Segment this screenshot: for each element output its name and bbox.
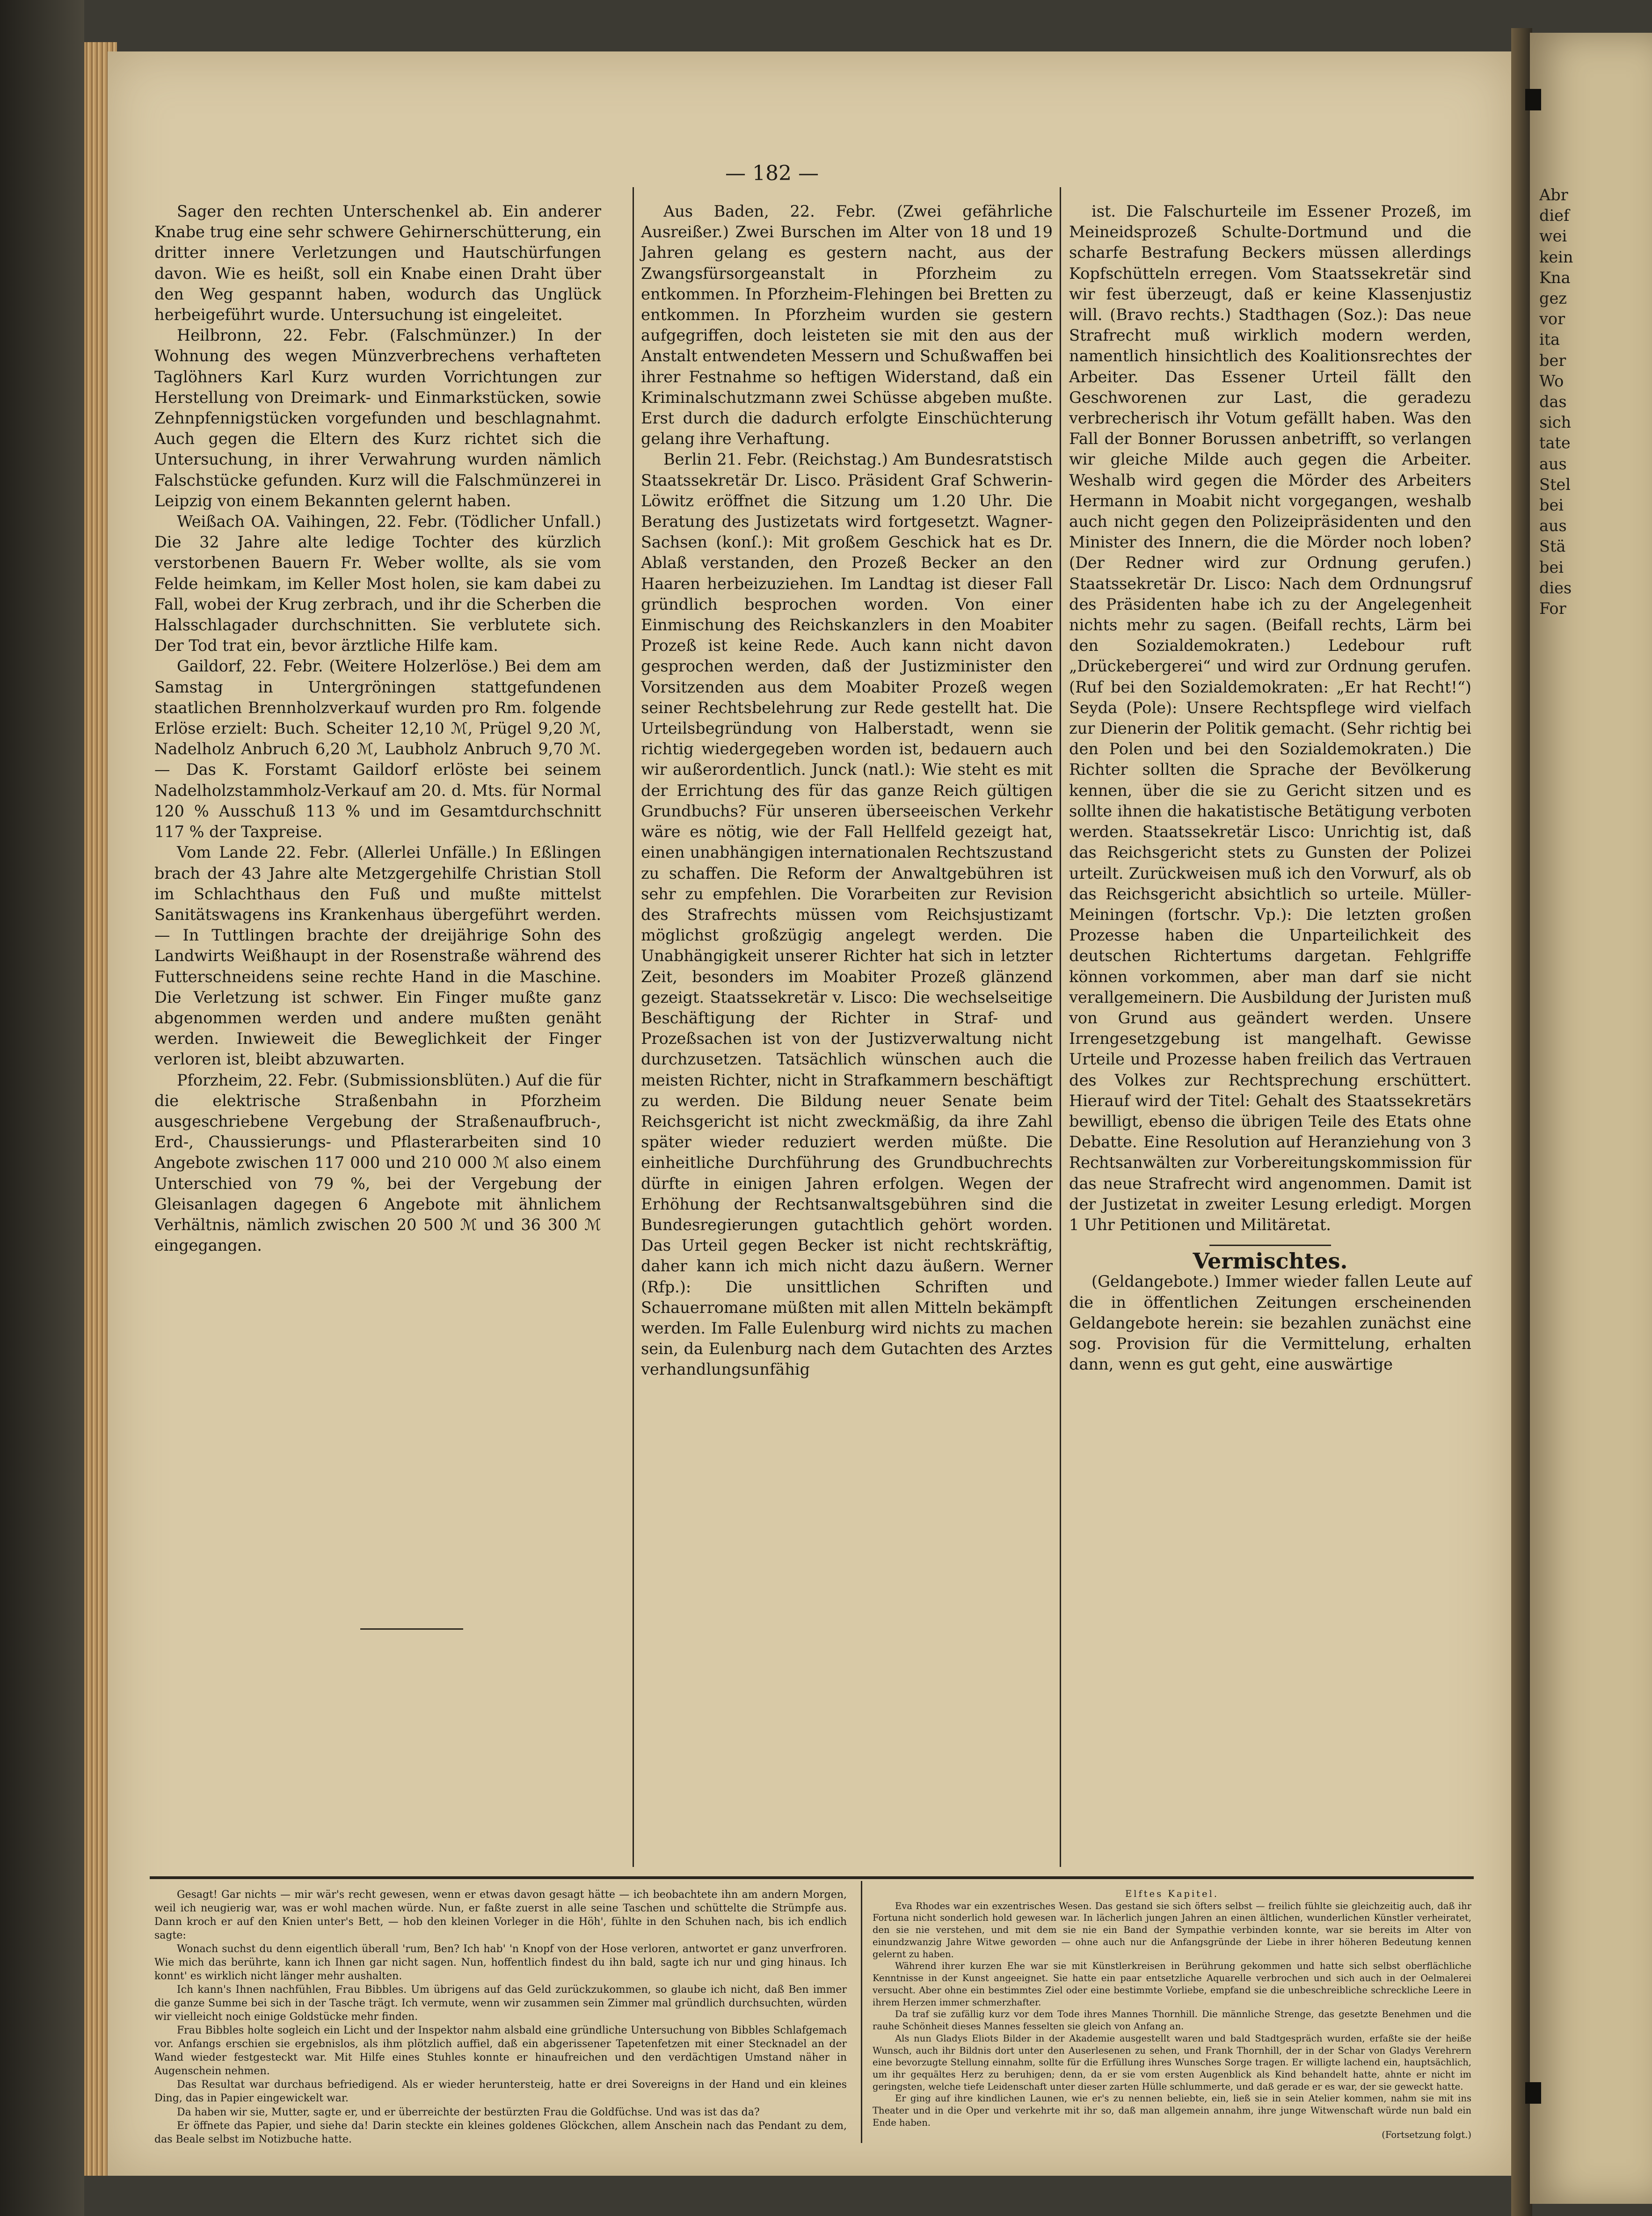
feuilleton-rule [150, 1876, 1474, 1879]
paragraph: Als nun Gladys Eliots Bilder in der Akademie ausgestellt waren und bald Stadtgespräch wurden, erfaßte sie der heiße Wunsch, auch ihr Bildnis dort unter den Auserlesenen zu sehen, und Frank Thornhill, der in der Schar von Gladys Verehrern eine bevorzugte Stellung einnahm, sollte für die Erfüllung ihres Wunsches Sorge tragen. Er willigte lachend ein, hauptsächlich, um ihr gequältes Herz zu beruhigen; denn, da er sie vom ersten Augenblick als Kind behandelt hatte, ahnte er nicht im geringsten, welche tiefe Leidenschaft unter dieser zarten Hülle schlummerte, und daß gerade er es war, der sie geweckt hatte. [873, 2033, 1471, 2092]
column-3-text [1069, 201, 1471, 1235]
paragraph: Während ihrer kurzen Ehe war sie mit Künstlerkreisen in Berührung gekommen und hatte sich selbst oberflächliche Kenntnisse in der Kunst angeeignet. Sie hatte ein paar entsetzliche Aquarelle verbrochen und sich auch in der Oelmalerei versucht. Aber ohne ein bestimmtes Ziel oder eine bestimmte Vorliebe, empfand sie die unbeschreibliche schreckliche Leere in ihrem Herzen immer schmerzhafter. [873, 1961, 1471, 2008]
paragraph: Er öffnete das Papier, und siehe da! Darin steckte ein kleines goldenes Glöckchen, allem Anschein nach das Pendant zu dem, das Beale selbst im Notizbuche hatte. [154, 2120, 847, 2145]
paragraph: Eva Rhodes war ein exzentrisches Wesen. Das gestand sie sich öfters selbst — freilich fühlte sie gleichzeitig auch, daß ihr Fortuna nicht sonderlich hold gewesen war. In lächerlich jungen Jahren an einen ältlichen, wunderlichen Künstler verheiratet, den sie nie verstehen, und mit dem sie nie ein Band der Sympathie verbinden konnte, war sie bereits im Alter von einundzwanzig Jahre Witwe geworden — ohne auch nur die Anfangsgründe der Liebe in ihrer höheren Bedeutung kennen gelernt zu haben. [873, 1900, 1471, 1960]
column-3 [1069, 201, 1471, 1375]
paragraph: ist. Die Falschurteile im Essener Prozeß, im Meineidsprozeß Schulte-Dortmund und die scharfe Bestrafung Beckers müssen allerdings Kopfschütteln erregen. Vom Staatssekretär sind wir fest überzeugt, daß er keine Klassenjustiz will. (Bravo rechts.) Stadthagen (Soz.): Das neue Strafrecht muß wirklich modern werden, namentlich hinsichtlich des Koalitionsrechtes der Arbeiter. Das Essener Urteil fällt den Geschworenen zur Last, die geradezu verbrecherisch ihr Votum gefällt haben. Was den Fall der Bonner Borussen anbetrifft, so verlangen wir gleiche Milde auch gegen die Arbeiter. Weshalb wird gegen die Mörder des Arbeiters Hermann in Moabit nicht vorgegangen, weshalb auch nicht gegen den Polizeipräsidenten und den Minister des Innern, die die Mörder noch loben? (Der Redner wird zur Ordnung gerufen.) Staatssekretär Dr. Lisco: Nach dem Ordnungsruf des Präsidenten habe ich zu der Angelegenheit nichts mehr zu sagen. (Beifall rechts, Lärm bei den Sozialdemokraten.) Ledebour ruft „Drückebergerei“ und wird zur Ordnung gerufen. (Ruf bei den Sozialdemokraten: „Er hat Recht!“) Seyda (Pole): Unsere Rechtspflege wird vielfach zur Dienerin der Politik gemacht. (Sehr richtig bei den Polen und bei den Sozialdemokraten.) Die Richter sollten die Sprache der Bevölkerung kennen, über die sie zu Gericht sitzen und es sollte ihnen die hakatistische Betätigung verboten werden. Staatssekretär Lisco: Unrichtig ist, daß das Reichsgericht stets zu Gunsten der Polizei urteilt. Zurückweisen muß ich den Vorwurf, als ob das Reichsgericht absichtlich so urteile. Müller-Meiningen (fortschr. Vp.): Die letzten großen Prozesse haben die Unparteilichkeit des deutschen Richtertums dargetan. Fehlgriffe können vorkommen, aber man darf sie nicht verallgemeinern. Die Ausbildung der Juristen muß von Grund aus geändert werden. Unsere Irrengesetzgebung ist mangelhaft. Gewisse Urteile und Prozesse haben freilich das Vertrauen des Volkes zur Rechtsprechung erschüttert. Hierauf wird der Titel: Gehalt des Staatssekretärs bewilligt, ebenso die übrigen Teile des Etats ohne Debatte. Eine Resolution auf Heranziehung von 3 Rechtsanwälten zur Vorbereitungskommission für das neue Strafrecht wird angenommen. Damit ist der Justizetat in zweiter Lesung erledigt. Morgen 1 Uhr Petitionen und Militäretat. [1069, 202, 1471, 1234]
vermischtes-text: (Geldangebote.) Immer wieder fallen Leute auf die in öffentlichen Zeitungen erscheinenden Geldangebote herein: sie bezahlen zunächst eine sog. Provision für die Vermittelung, erhalten dann, wenn es gut geht, eine auswärtige [1069, 1272, 1471, 1374]
facing-page-fragment: dief [1539, 206, 1570, 225]
facing-page-fragment: ita [1539, 330, 1560, 349]
facing-page-fragment: kein [1539, 248, 1573, 266]
feuilleton-right [873, 1888, 1471, 2141]
continuation-note: (Fortsetzung folgt.) [1382, 2129, 1471, 2140]
section-heading-vermischtes: Vermischtes. [1193, 1248, 1348, 1274]
paragraph: Er ging auf ihre kindlichen Launen, wie er's zu nennen beliebte, ein, ließ sie in sein Atelier kommen, nahm sie mit ins Theater und in die Oper und verkehrte mit ihr so, daß man allgemein annahm, ihre junge Witwenschaft würde nun bald ein Ende haben. [873, 2093, 1471, 2128]
facing-page-fragment: Stä [1539, 537, 1566, 556]
article-separator [360, 1628, 463, 1630]
feuilleton-left [154, 1888, 847, 2146]
paragraph: Gaildorf, 22. Febr. (Weitere Holzerlöse.) Bei dem am Samstag in Untergröningen stattgefundenen staatlichen Brennholzverkauf wurden pro Rm. folgende Erlöse erzielt: Buch. Scheiter 12,10 ℳ, Prügel 9,20 ℳ, Nadelholz Anbruch 6,20 ℳ, Laubholz Anbruch 9,70 ℳ. — Das K. Forstamt Gaildorf erlöste bei seinem Nadelholzstammholz-Verkauf am 20. d. Mts. für Normal 120 % Ausschuß 113 % und im Gesamtdurchschnitt 117 % der Taxpreise. [154, 657, 601, 841]
paragraph: Pforzheim, 22. Febr. (Submissionsblüten.) Auf die für die elektrische Straßenbahn in Pforzheim ausgeschriebene Vergebung der Straßenaufbruch-, Erd-, Chaussierungs- und Pflasterarbeiten sind 10 Angebote zwischen 117 000 und 210 000 ℳ also einem Unterschied von 79 %, bei der Vergebung der Gleisanlagen dagegen 6 Angebote mit ähnlichem Verhältnis, nämlich zwischen 20 500 ℳ und 36 300 ℳ eingegangen. [154, 1071, 601, 1255]
facing-page-fragment: ber [1539, 351, 1566, 370]
facing-page-fragment: vor [1539, 310, 1565, 328]
facing-page-text [1539, 185, 1652, 1167]
facing-page-fragment: Stel [1539, 475, 1571, 494]
paragraph: Ich kann's Ihnen nachfühlen, Frau Bibbles. Um übrigens auf das Geld zurückzukommen, so glaube ich nicht, daß Ben immer die ganze Summe bei sich in der Tasche trägt. Ich vermute, wenn wir zusammen sein Zimmer mal gründlich durchsuchten, würden wir vielleicht noch einige Goldstücke mehr finden. [154, 1984, 847, 2023]
column-rule [861, 1881, 862, 2143]
facing-page-fragment: Abr [1539, 186, 1568, 204]
paragraph: Weißach OA. Vaihingen, 22. Febr. (Tödlicher Unfall.) Die 32 Jahre alte ledige Tochter des kürzlich verstorbenen Bauern Fr. Weber wollte, als sie vom Felde heimkam, im Keller Most holen, sie kam dabei zu Fall, wobei der Krug zerbrach, und ihr die Scherben die Halsschlagader durchschnitten. Sie verblutete sich. Der Tod trat ein, bevor ärztliche Hilfe kam. [154, 512, 601, 655]
facing-page-fragment: gez [1539, 289, 1567, 308]
chapter-heading: Elftes Kapitel. [1125, 1888, 1219, 1899]
book-gutter [1511, 28, 1532, 2216]
paragraph: Da haben wir sie, Mutter, sagte er, und er überreichte der bestürzten Frau die Goldfüchse. Und was ist das da? [177, 2106, 760, 2118]
page-marker [1525, 2082, 1541, 2104]
paragraph: Aus Baden, 22. Febr. (Zwei gefährliche Ausreißer.) Zwei Burschen im Alter von 18 und 19 Jahren gelang es gestern nacht, aus der Zwangsfürsorgeanstalt in Pforzheim zu entkommen. In Pforzheim-Flehingen bei Bretten zu entkommen. In Pforzheim wurden sie gestern aufgegriffen, doch leisteten sie mit den aus der Anstalt entwendeten Messern und Schußwaffen bei ihrer Festnahme so heftigen Widerstand, daß ein Kriminalschutzmann zwei Schüsse abgeben mußte. Erst durch die dadurch erfolgte Einschüchterung gelang ihre Verhaftung. [641, 202, 1053, 448]
paragraph: Vom Lande 22. Febr. (Allerlei Unfälle.) In Eßlingen brach der 43 Jahre alte Metzgergehilfe Christian Stoll im Schlachthaus den Fuß und mußte mittelst Sanitätswagens ins Krankenhaus übergeführt werden. — In Tuttlingen brachte der dreijährige Sohn des Landwirts Weißhaupt in der Rosenstraße während des Futterschneidens seine rechte Hand in die Maschine. Die Verletzung ist schwer. Ein Finger mußte ganz abgenommen werden und andere mußten genäht werden. Inwieweit die Beweglichkeit der Finger verloren ist, bleibt abzuwarten. [154, 843, 601, 1069]
paragraph: Heilbronn, 22. Febr. (Falschmünzer.) In der Wohnung des wegen Münzverbrechens verhafteten Taglöhners Karl Kurz wurden Vorrichtungen zur Herstellung von Dreimark- und Einmarkstücken, sowie Zehnpfennigstücken vorgefunden und beschlagnahmt. Auch gegen die Eltern des Kurz richtet sich die Untersuchung, in ihrer Verwahrung wurden nämlich Falschstücke gefunden. Kurz will die Falschmünzerei in Leipzig von einem Bekannten gelernt haben. [154, 326, 601, 510]
facing-page-fragment: Wo [1539, 372, 1564, 390]
column-1 [154, 201, 601, 1256]
facing-page-fragment: das [1539, 393, 1567, 411]
facing-page-fragment: dies [1539, 578, 1572, 597]
paragraph: Sager den rechten Unterschenkel ab. Ein anderer Knabe trug eine sehr schwere Gehirnerschütterung, ein dritter innere Verletzungen und Hautschürfungen davon. Wie es heißt, soll ein Knabe einen Draht über den Weg gespannt haben, wodurch das Unglück herbeigeführt wurde. Untersuchung ist eingeleitet. [154, 202, 601, 324]
feuilleton-right-text [873, 1900, 1471, 2129]
facing-page-fragment: Kna [1539, 268, 1571, 287]
paragraph: Frau Bibbles holte sogleich ein Licht und der Inspektor nahm alsbald eine gründliche Untersuchung von Bibbles Schlafgemach vor. Anfangs erschien sie ergebnislos, als ihm plötzlich auffiel, daß ein abgerissener Tapetenfetzen mit einer Stecknadel an der Wand wieder festgesteckt war. Mit Hilfe eines Stuhles konnte er hinaufreichen und den verdächtigen Umstand näher in Augenschein nehmen. [154, 2025, 847, 2078]
paragraph: Da traf sie zufällig kurz vor dem Tode ihres Mannes Thornhill. Die männliche Strenge, das gesetzte Benehmen und die rauhe Schönheit dieses Mannes fesselten sie gleich von Anfang an. [873, 2009, 1471, 2032]
page-marker [1525, 89, 1541, 110]
facing-page-fragment: wei [1539, 227, 1567, 246]
article-separator [1209, 1245, 1331, 1246]
paragraph: Das Resultat war durchaus befriedigend. Als er wieder heruntersteig, hatte er drei Sovereigns in der Hand und ein kleines Ding, das in Papier eingewickelt war. [154, 2079, 847, 2105]
column-2 [641, 201, 1053, 1380]
facing-page-fragment: sich [1539, 413, 1572, 432]
page-number: — 182 — [725, 161, 819, 185]
facing-page-fragment: bei [1539, 558, 1564, 576]
facing-page-fragment: bei [1539, 496, 1564, 515]
facing-page-fragment: aus [1539, 517, 1567, 535]
facing-page-fragment: For [1539, 599, 1566, 618]
column-rule [633, 187, 634, 1867]
paragraph: Berlin 21. Febr. (Reichstag.) Am Bundesratstisch Staatssekretär Dr. Lisco. Präsident Graf Schwerin-Löwitz eröffnet die Sitzung um 1.20 Uhr. Die Beratung des Justizetats wird fortgesetzt. Wagner-Sachsen (konſ.): Mit großem Geschick hat es Dr. Ablaß verstanden, den Prozeß Becker an den Haaren herbeizuziehen. Im Landtag ist dieser Fall gründlich besprochen worden. Von einer Einmischung des Reichskanzlers in den Moabiter Prozeß ist keine Rede. Auch kann nicht davon gesprochen werden, daß der Justizminister den Vorsitzenden aus dem Moabiter Prozeß wegen seiner Rechtsbelehrung zur Rede gestellt hat. Die Urteilsbegründung von Halberstadt, wenn sie richtig wiedergegeben worden ist, bedauern auch wir außerordentlich. Junck (natl.): Wie steht es mit der Errichtung des für das ganze Reich gültigen Grundbuchs? Für unseren überseeischen Verkehr wäre es nötig, wie der Fall Hellfeld gezeigt hat, einen unabhängigen internationalen Rechtszustand zu schaffen. Die Reform der Anwaltgebühren ist sehr zu empfehlen. Die Vorarbeiten zur Revision des Strafrechts müssen vom Reichsjustizamt möglichst großzügig angelegt werden. Die Unabhängigkeit unserer Richter hat sich in letzter Zeit, besonders im Moabiter Prozeß glänzend gezeigt. Staatssekretär v. Lisco: Die wechselseitige Beschäftigung der Richter in Straf- und Prozeßsachen ist von der Justizverwaltung nicht durchzusetzen. Tatsächlich wünschen auch die meisten Richter, nicht in Strafkammern beschäftigt zu werden. Die Bildung neuer Senate beim Reichsgericht ist nicht zweckmäßig, da ihre Zahl später wieder reduziert werden müßte. Die einheitliche Durchführung des Grundbuchrechts dürfte in einigen Jahren erfolgen. Wegen der Erhöhung der Rechtsanwaltsgebühren sind die Bundesregierungen gutachtlich gehört worden. Das Urteil gegen Becker ist nicht rechtskräftig, daher kann ich mich nicht dazu äußern. Werner (Rfp.): Die unsittlichen Schriften und Schauerromane müßten mit allen Mitteln bekämpft werden. Im Falle Eulenburg wird nichts zu machen sein, da Eulenburg nach dem Gutachten des Arztes verhandlungsunfähig [641, 450, 1053, 1379]
column-rule [1060, 187, 1061, 1867]
facing-page-fragment: aus [1539, 454, 1567, 473]
facing-page-fragment: tate [1539, 434, 1571, 452]
book-spine [0, 0, 84, 2216]
paragraph: Wonach suchst du denn eigentlich überall 'rum, Ben? Ich hab' 'n Knopf von der Hose verloren, antwortet er ganz unverfroren. Wie mich das berührte, kann ich Ihnen gar nicht sagen. Nun, hoffentlich findest du ihn bald, sagte ich nur und ging hinaus. Ich konnt' es wirklich nicht länger mehr aushalten. [154, 1943, 847, 1983]
paragraph: Gesagt! Gar nichts — mir wär's recht gewesen, wenn er etwas davon gesagt hätte — ich beobachtete ihn am andern Morgen, weil ich neugierig war, was er wohl machen würde. Nun, er faßte zuerst in alle seine Taschen und schüttelte die Strümpfe aus. Dann kroch er auf den Knien unter's Bett, — hob den kleinen Vorleger in die Höh', fühlte in den Schuhen nach, bis ich endlich sagte: [154, 1889, 847, 1942]
